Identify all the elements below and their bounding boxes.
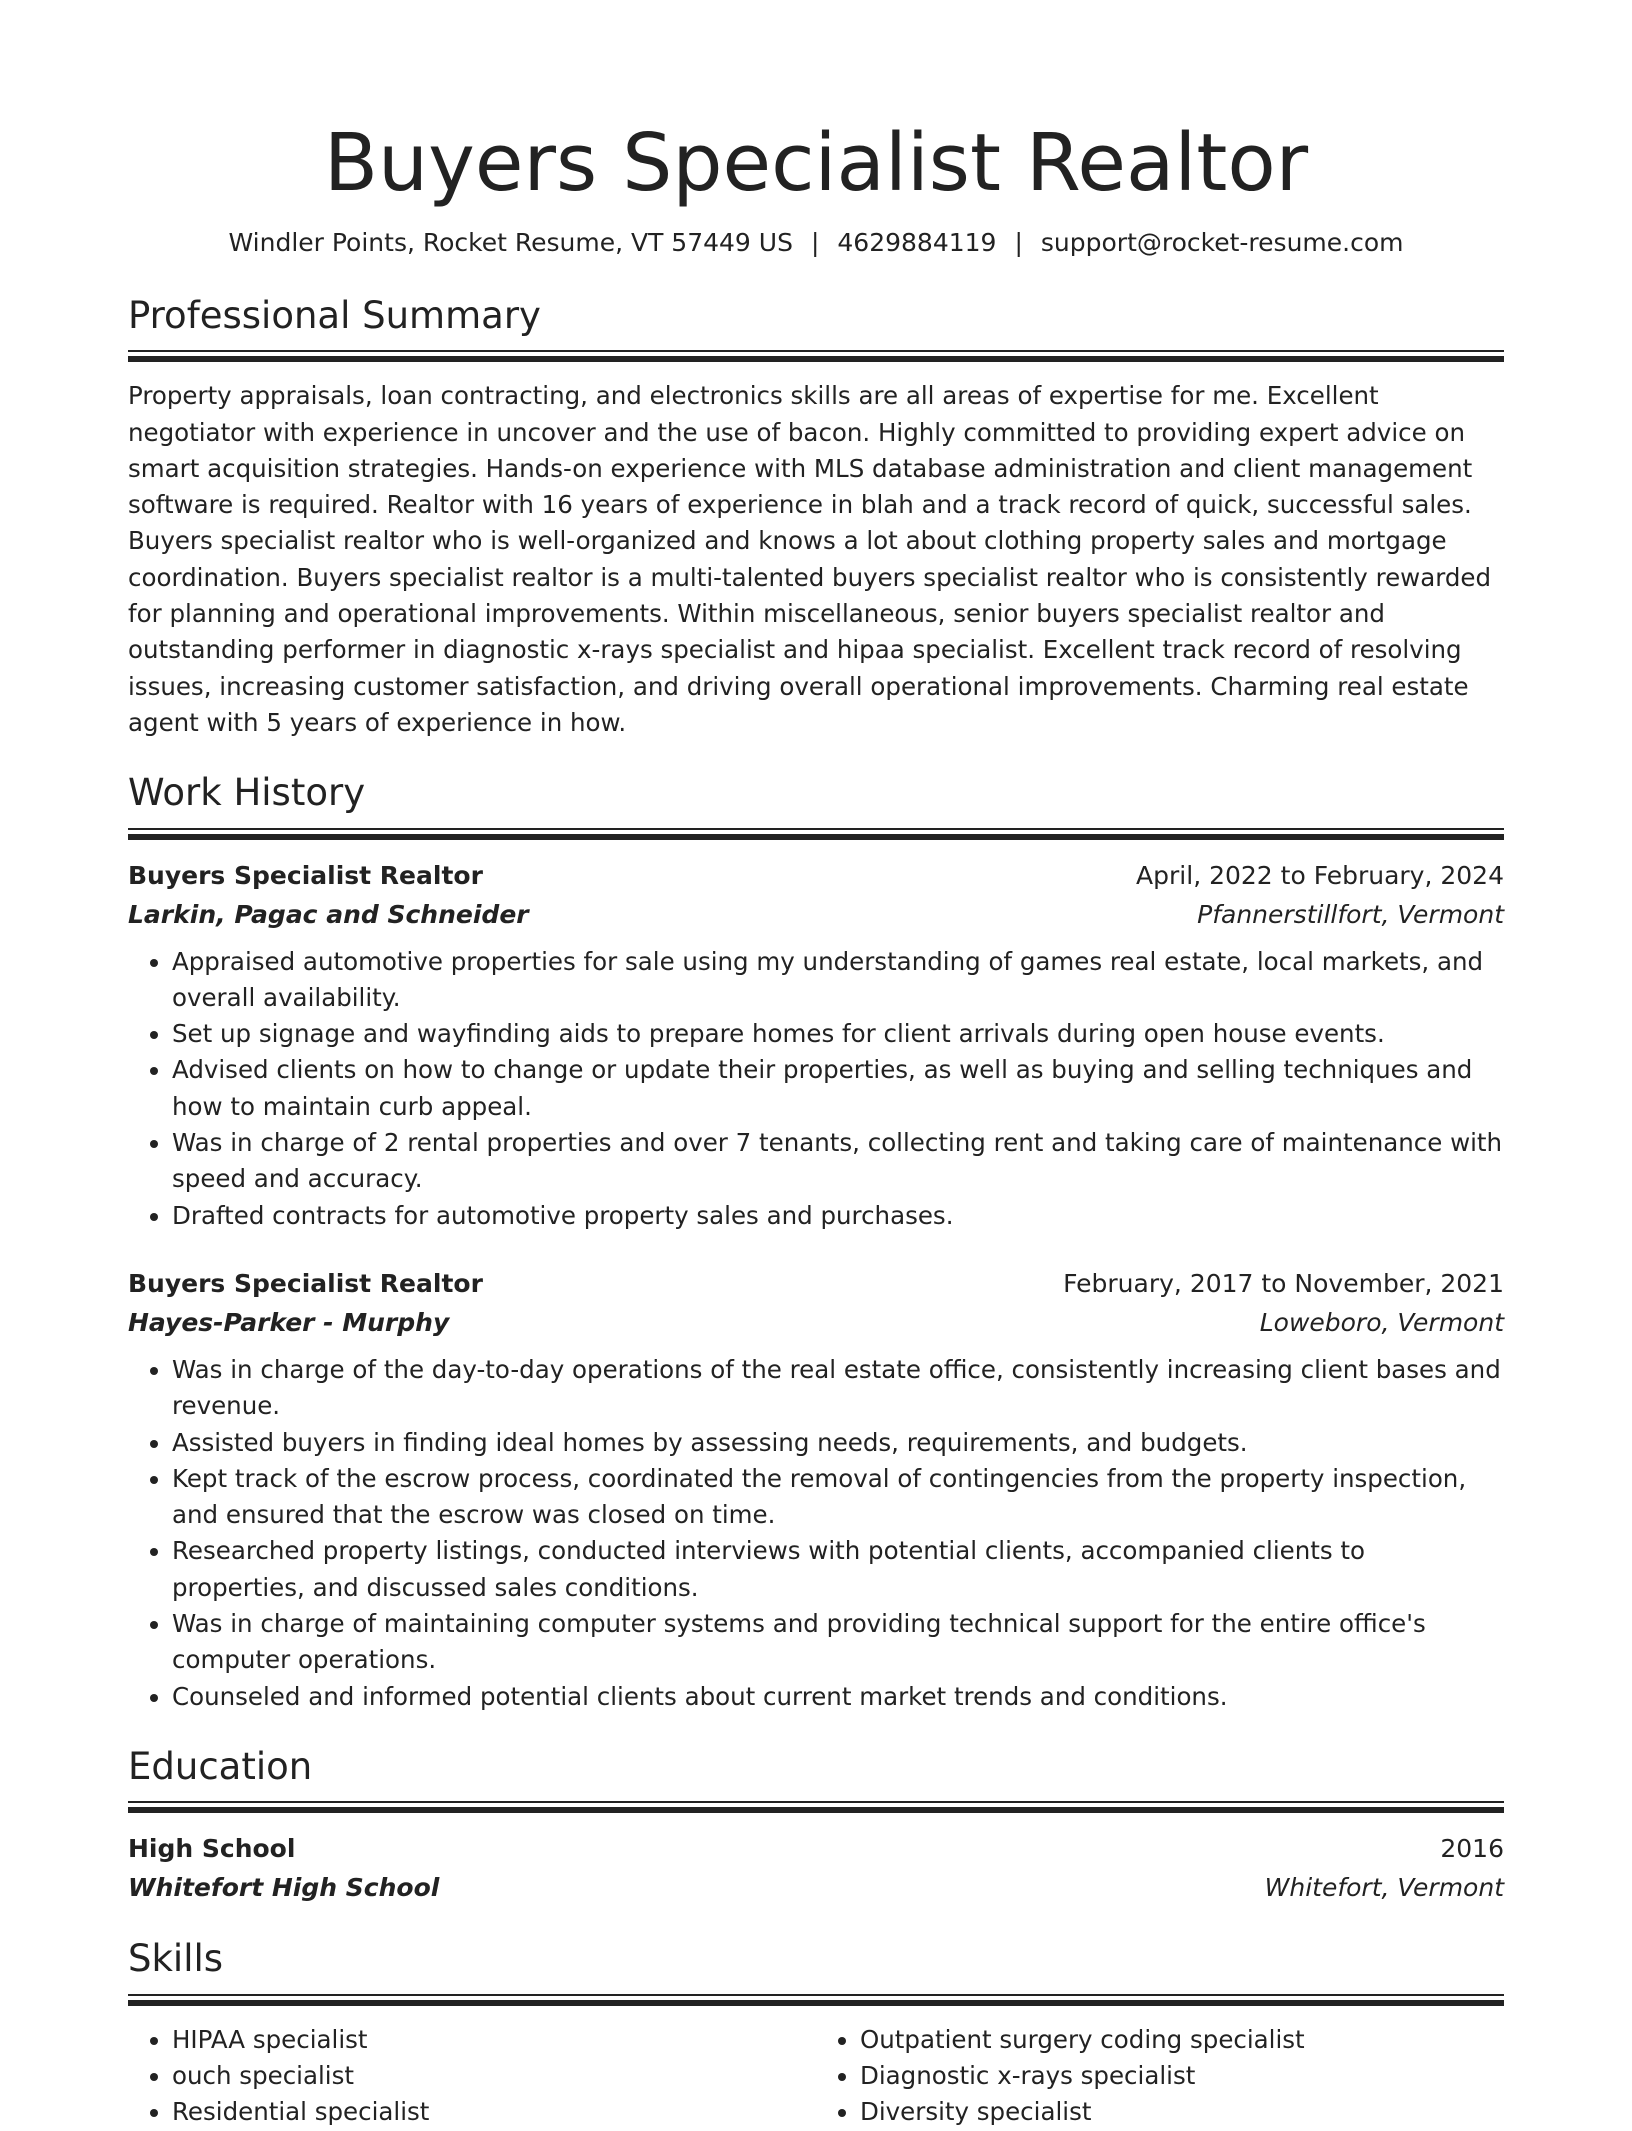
contact-phone: 4629884119 (837, 227, 997, 257)
job-bullet: • Was in charge of 2 rental properties and over 7 tenants, collecting rent and taking care of maintenance with speed and accuracy. (172, 1125, 1504, 1198)
job-subheader (128, 1303, 1504, 1342)
job-bullet: • Assisted buyers in finding ideal homes by assessing needs, requirements, and budgets. (172, 1425, 1504, 1461)
section-title-summary: Professional Summary (128, 293, 541, 337)
skill-item: • Outpatient surgery coding specialist (860, 2022, 1504, 2058)
education-school: Whitefort High School (128, 1873, 440, 1903)
resume-name: Buyers Specialist Realtor (323, 117, 1309, 209)
job-bullet: • Set up signage and wayfinding aids to prepare homes for client arrivals during open house events. (172, 1016, 1504, 1052)
job-bullets (128, 1352, 1504, 1715)
job-location: Pfannerstillfort, Vermont (1197, 899, 1504, 929)
skills-section (128, 1937, 1504, 2130)
work-section (128, 771, 1504, 1715)
skill-item: • Residential specialist (172, 2094, 816, 2130)
job-bullet: • Advised clients on how to change or update their properties, as well as buying and selling techniques and how to maintain curb appeal. (172, 1052, 1504, 1125)
job-location: Loweboro, Vermont (1259, 1307, 1504, 1337)
job-bullet: • Was in charge of the day-to-day operations of the real estate office, consistently increasing client bases and revenue. (172, 1352, 1504, 1425)
job-title: Buyers Specialist Realtor (128, 1268, 483, 1298)
skills-grid (128, 2022, 1504, 2131)
job-bullet: • Drafted contracts for automotive property sales and purchases. (172, 1198, 1504, 1234)
summary-section (128, 294, 1504, 741)
section-divider (128, 828, 1504, 840)
contact-separator: | (1014, 227, 1023, 257)
skill-item: • ouch specialist (172, 2058, 816, 2094)
job-bullet: • Researched property listings, conducted interviews with potential clients, accompanied clients to properties, and discussed sales conditions. (172, 1533, 1504, 1606)
contact-line (128, 225, 1504, 260)
job-header (128, 1264, 1504, 1303)
section-title-work: Work History (128, 771, 366, 815)
job-bullet: • Counseled and informed potential clients about current market trends and conditions. (172, 1679, 1504, 1715)
skill-item: • HIPAA specialist (172, 2022, 816, 2058)
job-company: Hayes-Parker - Murphy (128, 1307, 450, 1337)
contact-email: support@rocket-resume.com (1040, 227, 1404, 257)
job-bullet: • Kept track of the escrow process, coordinated the removal of contingencies from the property inspection, and ensured that the escrow was closed on time. (172, 1461, 1504, 1534)
job-title: Buyers Specialist Realtor (128, 860, 483, 890)
job-subheader (128, 895, 1504, 934)
education-section (128, 1745, 1504, 1907)
job-company: Larkin, Pagac and Schneider (128, 899, 529, 929)
section-title-skills: Skills (128, 1937, 224, 1981)
education-header (128, 1829, 1504, 1868)
job-header (128, 856, 1504, 895)
job-bullet: • Was in charge of maintaining computer systems and providing technical support for the entire office's computer operations. (172, 1606, 1504, 1679)
education-subheader (128, 1868, 1504, 1907)
skills-column-left (128, 2022, 816, 2131)
section-divider (128, 1801, 1504, 1813)
education-degree: High School (128, 1834, 296, 1864)
contact-address: Windler Points, Rocket Resume, VT 57449 US (228, 227, 793, 257)
skill-item: • Diagnostic x-rays specialist (860, 2058, 1504, 2094)
contact-separator: | (810, 227, 820, 257)
skill-item: • Diversity specialist (860, 2094, 1504, 2130)
summary-text: Property appraisals, loan contracting, and electronics skills are all areas of expertise for me. Excellent negotiator with experience in uncover and the use of bacon. Highly committed to providing expert advice on smart acquisition strategies. Hands-on experience with MLS database administration and client management software is required. Realtor with 16 years of experience in blah and a track record of quick, successful sales. Buyers specialist realtor who is well-organized and knows a lot about clothing property sales and mortgage coordination. Buyers specialist realtor is a multi-talented buyers specialist realtor who is consistently rewarded for planning and operational improvements. Within miscellaneous, senior buyers specialist realtor and outstanding performer in diagnostic x-rays specialist and hipaa specialist. Excellent track record of resolving issues, increasing customer satisfaction, and driving overall operational improvements. Charming real estate agent with 5 years of experience in how. (128, 381, 1492, 737)
section-divider (128, 350, 1504, 362)
job-dates: April, 2022 to February, 2024 (1136, 860, 1504, 890)
skills-column-right (816, 2022, 1504, 2131)
job-dates: February, 2017 to November, 2021 (1063, 1268, 1504, 1298)
education-location: Whitefort, Vermont (1264, 1873, 1504, 1903)
job-entry (128, 856, 1504, 1234)
job-entry (128, 1264, 1504, 1715)
job-bullets (128, 944, 1504, 1234)
section-title-education: Education (128, 1744, 313, 1788)
job-bullet: • Appraised automotive properties for sale using my understanding of games real estate, local markets, and overall availability. (172, 944, 1504, 1017)
section-divider (128, 1994, 1504, 2006)
education-year: 2016 (1440, 1834, 1504, 1864)
